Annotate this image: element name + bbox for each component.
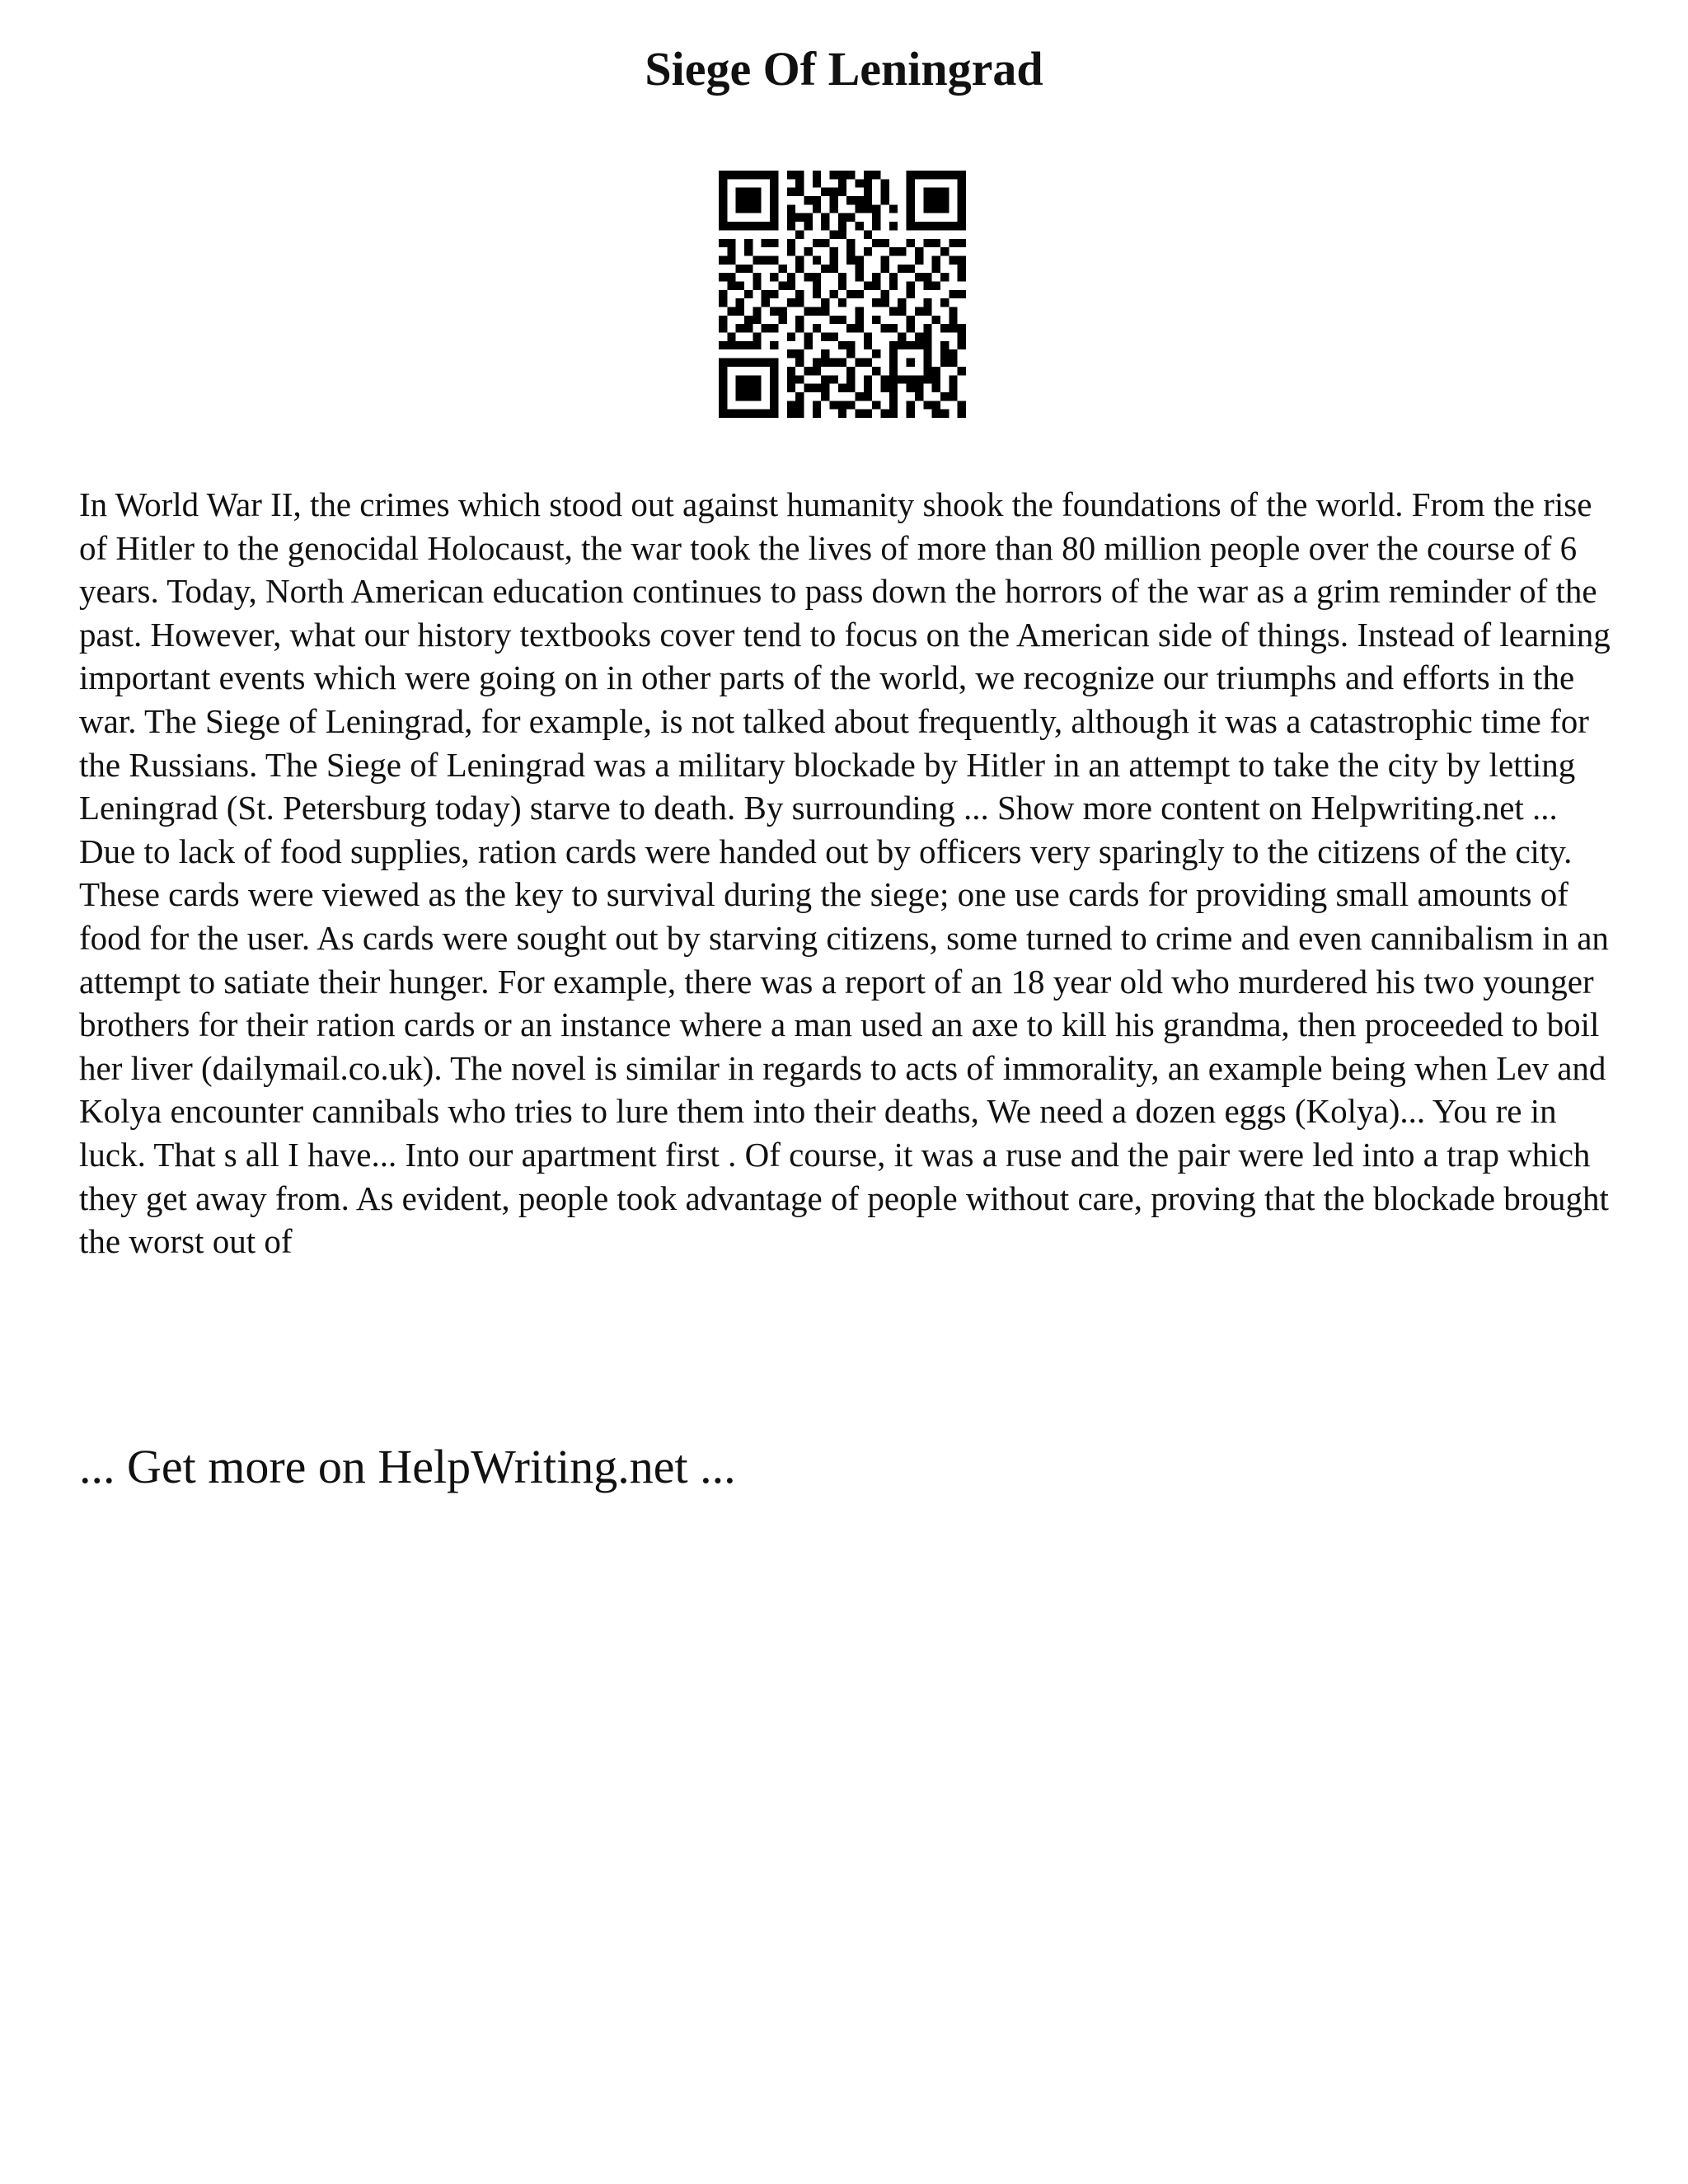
page-title: Siege Of Leningrad — [645, 42, 1043, 96]
get-more-link[interactable]: ... Get more on HelpWriting.net ... — [79, 1440, 736, 1493]
paragraph-2: Due to lack of food supplies, ration cards were handed out by officers very sparingly to the citizens of the city. These cards were viewed as the key to survival during the siege; one use cards for providing small amounts of food for the user. As cards were sought out by starving citizens, some turned to crime and even cannibalism in an attempt to satiate their hunger. For example, there was a report of an 18 year old who murdered his two younger brothers for their ration cards or an instance where a man used an axe to kill his grandma, then proceeded to boil her liver (dailymail.co.uk). The novel is similar in regards to acts of immorality, an example being when Lev and Kolya encounter cannibals who tries to lure them into their deaths, We need a dozen eggs (Kolya)... You re in luck. That s all I have... Into our apartment first . Of course, it was a ruse and the pair were led into a trap which they get away from. As evident, people took advantage of people without care, proving that the blockade brought the worst out of — [79, 832, 1609, 1261]
article-body — [79, 483, 1620, 1263]
qr-code-graphic — [719, 171, 966, 418]
qr-code-icon — [719, 171, 966, 418]
paragraph-1: In World War II, the crimes which stood out against humanity shook the foundations of the world. From the rise of Hitler to the genocidal Holocaust, the war took the lives of more than 80 million people over the course of 6 years. Today, North American education continues to pass down the horrors of the war as a grim reminder of the past. However, what our history textbooks cover tend to focus on the American side of things. Instead of learning important events which were going on in other parts of the world, we recognize our triumphs and efforts in the war. The Siege of Leningrad, for example, is not talked about frequently, although it was a catastrophic time for the Russians. The Siege of Leningrad was a military blockade by Hitler in an attempt to take the city by letting Leningrad (St. Petersburg today) starve to death. By surrounding ... Show more content on Helpwriting.net ... — [79, 485, 1611, 827]
